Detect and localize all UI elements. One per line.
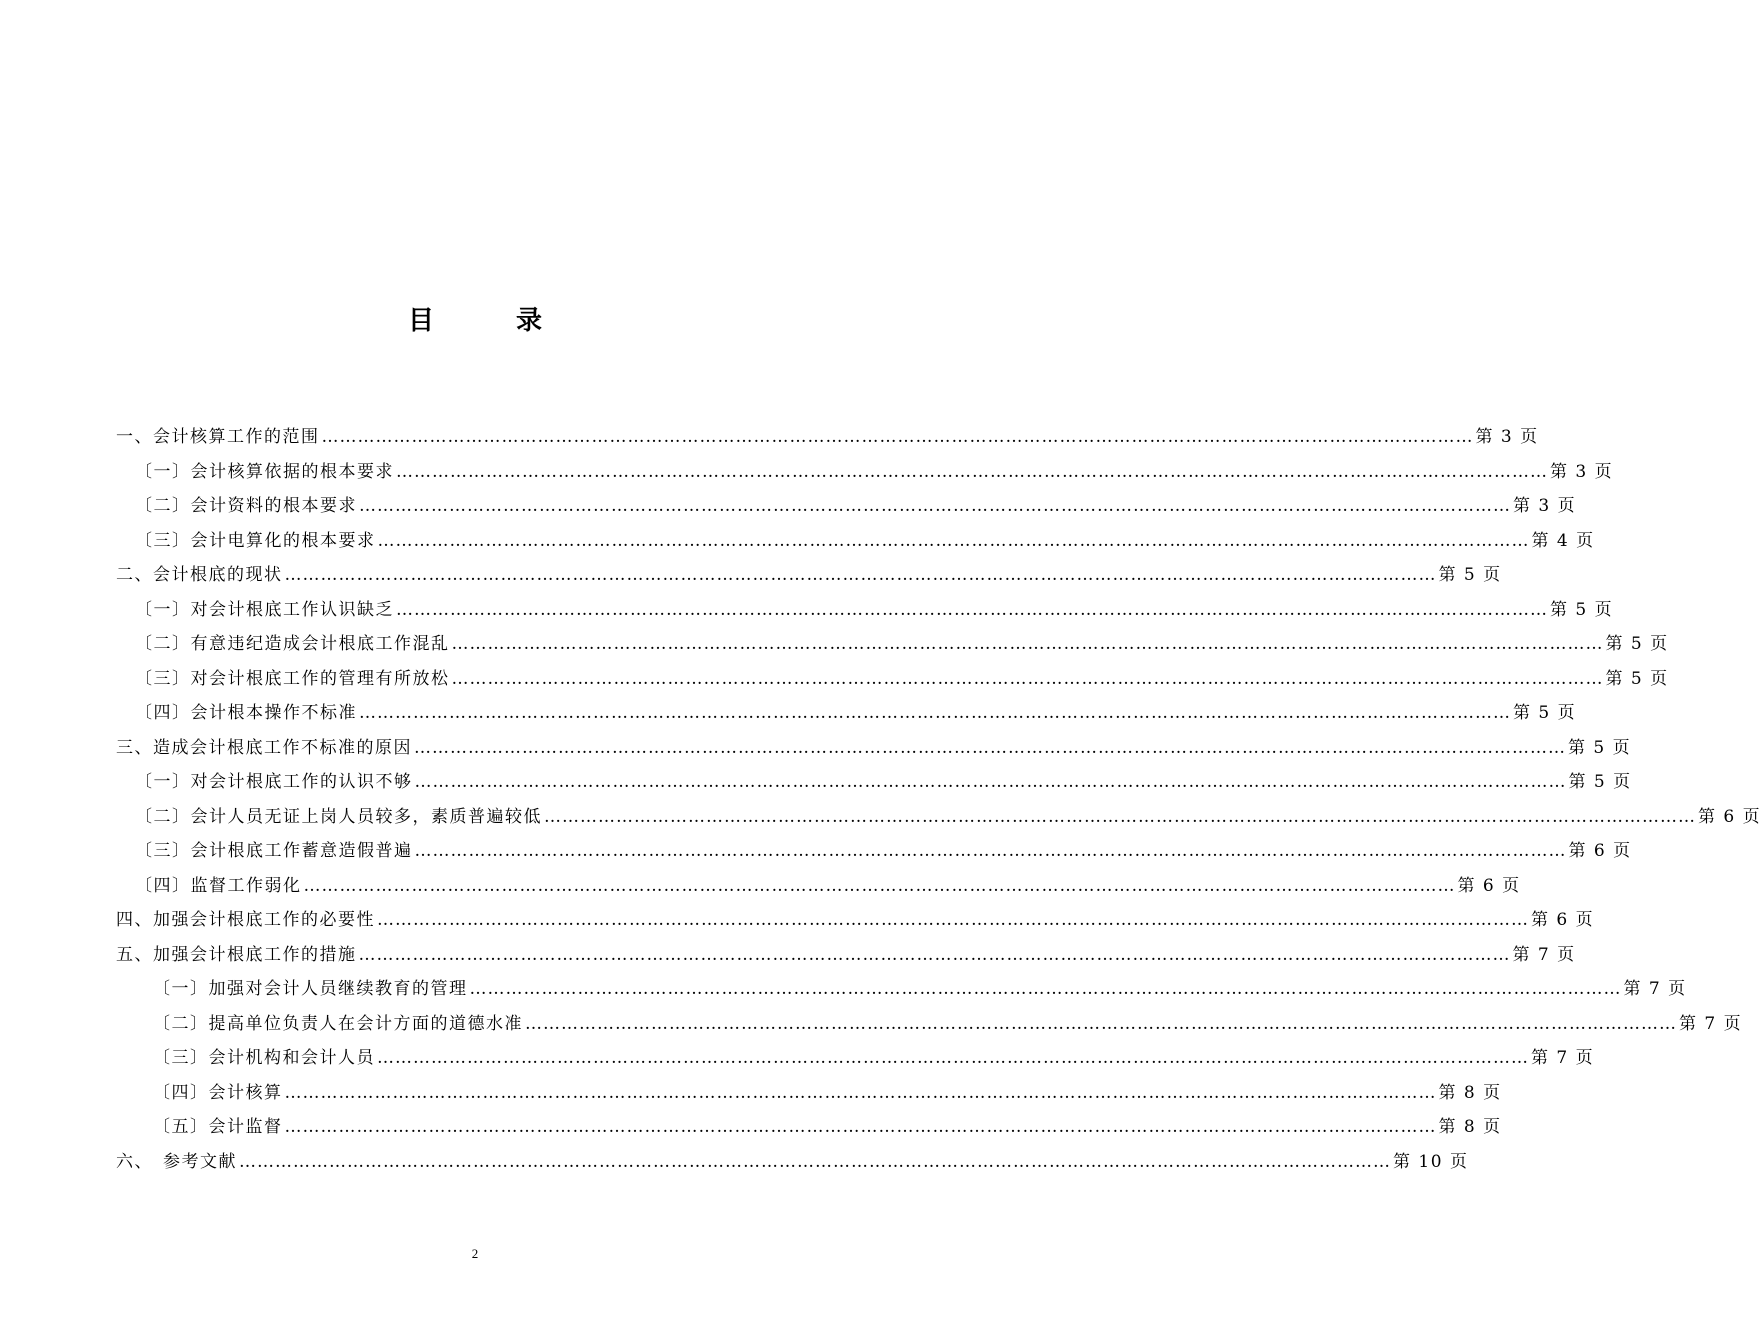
toc-entry-label: 〔一〕对会计根底工作的认识不够 [135, 772, 413, 792]
toc-entry-label: 〔二〕会计人员无证上岗人员较多，素质普遍较低 [135, 806, 542, 827]
toc-entry-page: 第 8 页 [1438, 1082, 1502, 1103]
toc-leader-dots: ………………………………………………………………………………………………………………………………………………………………………… [359, 703, 1511, 723]
toc-leader-dots: ………………………………………………………………………………………………………………………………………………………………………… [284, 1117, 1437, 1137]
toc-entry-label: 六、 参考文献 [116, 1151, 237, 1172]
toc-entry-page: 第 6 页 [1568, 841, 1632, 861]
toc-entry[interactable] [116, 903, 1595, 937]
toc-entry-label: 〔一〕对会计根底工作认识缺乏 [135, 599, 394, 620]
page-number: 2 [471, 1246, 479, 1261]
toc-entry-label: 二、会计根底的现状 [116, 565, 283, 585]
toc-entry-page: 第 8 页 [1438, 1117, 1502, 1137]
toc-leader-dots: ………………………………………………………………………………………………………………………………………………………………………… [239, 1151, 1391, 1172]
toc-entry[interactable] [153, 1110, 1502, 1144]
toc-entry[interactable] [116, 731, 1632, 765]
toc-entry-label: 五、加强会计根底工作的措施 [116, 944, 357, 965]
toc-leader-dots: ………………………………………………………………………………………………………………………………………………………………………… [303, 875, 1456, 896]
toc-entry[interactable] [116, 420, 1539, 454]
toc-entry[interactable] [116, 1145, 1469, 1179]
toc-entry-label: 〔三〕会计电算化的根本要求 [135, 530, 376, 551]
toc-leader-dots: ………………………………………………………………………………………………………………………………………………………………………… [544, 806, 1696, 827]
page-title: 目 录 [407, 306, 570, 336]
toc-entry[interactable] [153, 1007, 1743, 1041]
toc-entry-page: 第 7 页 [1531, 1048, 1595, 1068]
toc-entry-label: 一、会计核算工作的范围 [116, 427, 320, 447]
toc-leader-dots: ………………………………………………………………………………………………………………………………………………………………………… [414, 841, 1567, 861]
toc-entry[interactable] [153, 1076, 1502, 1110]
toc-entry-page: 第 4 页 [1531, 530, 1595, 551]
toc-leader-dots: ………………………………………………………………………………………………………………………………………………………………………… [451, 668, 1604, 689]
toc-entry-label: 〔二〕提高单位负责人在会计方面的道德水准 [153, 1013, 523, 1034]
toc-entry-page: 第 5 页 [1438, 565, 1502, 585]
toc-entry-label: 三、造成会计根底工作不标准的原因 [116, 737, 412, 758]
toc-entry-label: 〔一〕加强对会计人员继续教育的管理 [153, 979, 468, 999]
toc-entry[interactable] [135, 593, 1614, 627]
toc-entry[interactable] [116, 938, 1576, 972]
toc-entry-page: 第 7 页 [1623, 979, 1687, 999]
toc-entry-label: 〔四〕会计根本操作不标准 [135, 703, 357, 723]
toc-leader-dots: ………………………………………………………………………………………………………………………………………………………………………… [359, 496, 1511, 516]
toc-leader-dots: ………………………………………………………………………………………………………………………………………………………………………… [284, 565, 1437, 585]
toc-leader-dots: ………………………………………………………………………………………………………………………………………………………………………… [396, 461, 1548, 482]
toc-leader-dots: ………………………………………………………………………………………………………………………………………………………………………… [377, 1048, 1529, 1068]
toc-entry-label: 四、加强会计根底工作的必要性 [116, 910, 375, 930]
toc-leader-dots: ………………………………………………………………………………………………………………………………………………………………………… [377, 530, 1530, 551]
toc-entry-label: 〔四〕会计核算 [153, 1082, 283, 1103]
toc-entry-label: 〔四〕监督工作弱化 [135, 875, 302, 896]
toc-entry-page: 第 5 页 [1605, 634, 1669, 654]
toc-entry-label: 〔一〕会计核算依据的根本要求 [135, 461, 394, 482]
toc-entry[interactable] [135, 489, 1577, 523]
toc-leader-dots: ………………………………………………………………………………………………………………………………………………………………………… [469, 979, 1622, 999]
toc-entry-label: 〔三〕会计根底工作蓄意造假普遍 [135, 841, 413, 861]
toc-entry[interactable] [135, 627, 1669, 661]
toc-entry[interactable] [135, 524, 1595, 558]
toc-entry[interactable] [135, 662, 1669, 696]
toc-leader-dots: ………………………………………………………………………………………………………………………………………………………………………… [396, 599, 1548, 620]
toc-leader-dots: ………………………………………………………………………………………………………………………………………………………………………… [321, 427, 1474, 447]
toc-entry[interactable] [135, 800, 1761, 834]
toc-leader-dots: ………………………………………………………………………………………………………………………………………………………………………… [451, 634, 1604, 654]
toc-entry[interactable] [135, 455, 1614, 489]
toc-entry-label: 〔三〕对会计根底工作的管理有所放松 [135, 668, 450, 689]
toc-entry-page: 第 10 页 [1393, 1151, 1469, 1172]
toc-entry-page: 第 5 页 [1568, 737, 1632, 758]
toc-leader-dots: ………………………………………………………………………………………………………………………………………………………………………… [525, 1013, 1677, 1034]
toc-entry-page: 第 7 页 [1679, 1013, 1743, 1034]
toc-entry-page: 第 5 页 [1568, 772, 1632, 792]
toc-entry-page: 第 3 页 [1475, 427, 1539, 447]
toc-entry-page: 第 3 页 [1513, 496, 1577, 516]
toc-entry[interactable] [135, 869, 1521, 903]
toc-entry-page: 第 6 页 [1698, 806, 1761, 827]
toc-entry-label: 〔二〕有意违纪造成会计根底工作混乱 [135, 634, 450, 654]
toc-entry[interactable] [116, 558, 1502, 592]
toc-entry[interactable] [135, 765, 1632, 799]
toc-leader-dots: ………………………………………………………………………………………………………………………………………………………………………… [414, 737, 1566, 758]
toc-entry[interactable] [153, 1041, 1595, 1075]
toc-entry-label: 〔三〕会计机构和会计人员 [153, 1048, 375, 1068]
toc-entry[interactable] [135, 834, 1632, 868]
toc-entry-page: 第 5 页 [1605, 668, 1669, 689]
toc-leader-dots: ………………………………………………………………………………………………………………………………………………………………………… [358, 944, 1511, 965]
toc-entry[interactable] [135, 696, 1577, 730]
toc-leader-dots: ………………………………………………………………………………………………………………………………………………………………………… [377, 910, 1529, 930]
toc-entry-page: 第 5 页 [1513, 703, 1577, 723]
toc-entry[interactable] [153, 972, 1687, 1006]
toc-entry-page: 第 3 页 [1550, 461, 1614, 482]
toc-leader-dots: ………………………………………………………………………………………………………………………………………………………………………… [414, 772, 1567, 792]
toc-leader-dots: ………………………………………………………………………………………………………………………………………………………………………… [284, 1082, 1437, 1103]
toc-entry-page: 第 5 页 [1550, 599, 1614, 620]
toc-entry-page: 第 7 页 [1512, 944, 1576, 965]
toc-entry-label: 〔五〕会计监督 [153, 1117, 283, 1137]
toc-entry-page: 第 6 页 [1531, 910, 1595, 930]
toc-entry-page: 第 6 页 [1457, 875, 1521, 896]
toc-entry-label: 〔二〕会计资料的根本要求 [135, 496, 357, 516]
